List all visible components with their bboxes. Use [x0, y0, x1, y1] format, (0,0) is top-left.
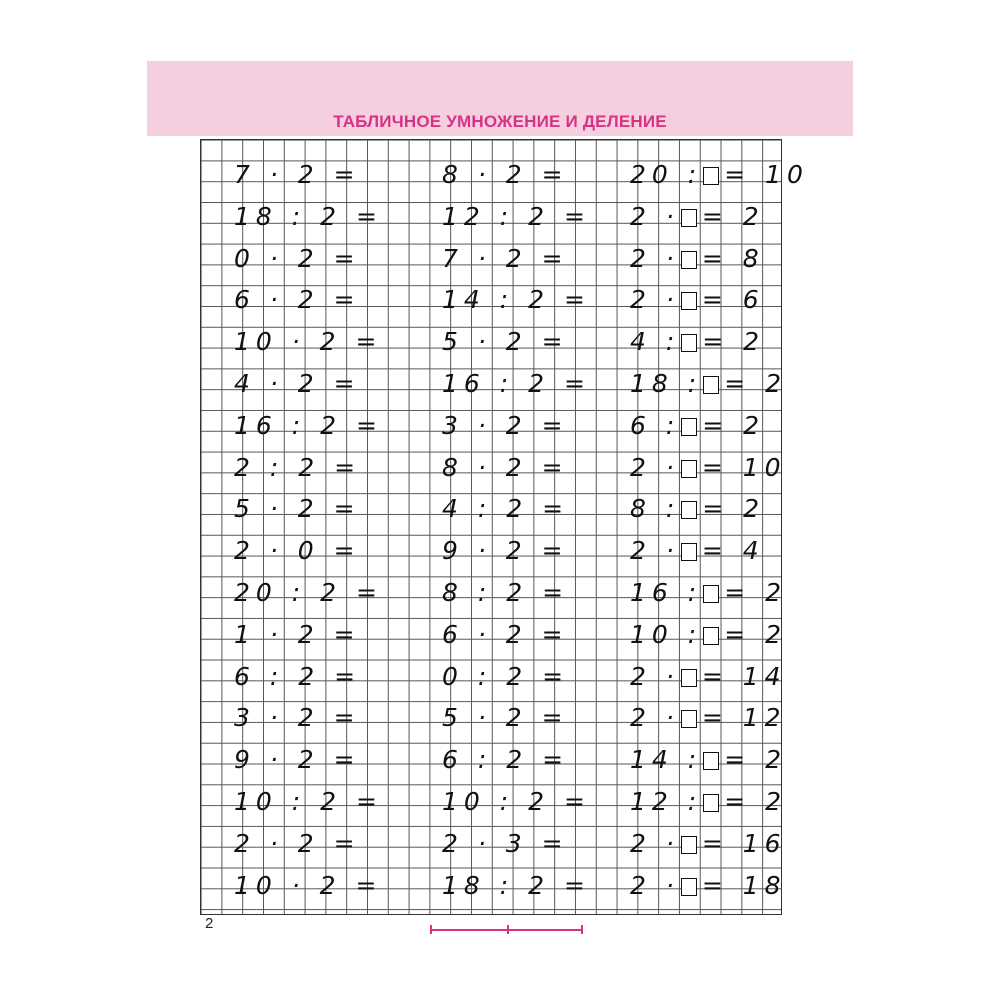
- exercise-right: = 2: [702, 494, 766, 524]
- column-3-exercise: [630, 620, 787, 650]
- exercise-right: = 14: [701, 661, 787, 691]
- exercise-text: 9 · 2 =: [442, 536, 569, 566]
- column-2-exercise: [442, 202, 591, 232]
- column-2-exercise: [442, 411, 569, 441]
- exercise-text: 4 · 2 =: [234, 369, 361, 398]
- exercise-right: = 18: [701, 870, 787, 900]
- answer-box[interactable]: [681, 418, 697, 436]
- exercise-text: 10 · 2 =: [234, 327, 383, 357]
- exercise-left: 4 :: [630, 327, 681, 357]
- exercise-text: 16 : 2 =: [442, 369, 591, 398]
- exercise-right: = 10: [701, 452, 787, 482]
- exercise-text: 2 : 2 =: [234, 452, 362, 482]
- exercise-left: 18 :: [630, 369, 703, 398]
- exercise-left: 2 ·: [630, 201, 680, 231]
- exercise-left: 6 :: [630, 410, 681, 440]
- answer-box[interactable]: [681, 460, 697, 478]
- exercise-text: 18 : 2 =: [442, 870, 591, 900]
- exercise-right: = 8: [701, 243, 765, 273]
- column-3-exercise: [630, 871, 787, 901]
- exercise-text: 7 · 2 =: [234, 160, 361, 189]
- column-2-exercise: [442, 244, 569, 274]
- column-3-exercise: [630, 244, 765, 274]
- exercise-left: 2 ·: [630, 661, 680, 691]
- column-3-exercise: [630, 829, 787, 859]
- answer-box[interactable]: [681, 209, 697, 227]
- footer-rule-tick-left: [430, 925, 432, 934]
- exercise-right: = 2: [724, 578, 787, 607]
- answer-box[interactable]: [681, 878, 697, 896]
- column-1-exercise: [234, 369, 361, 399]
- exercise-right: = 6: [701, 285, 765, 315]
- exercise-text: 12 : 2 =: [442, 201, 591, 231]
- column-3-exercise: [630, 327, 765, 357]
- column-2-exercise: [442, 703, 569, 733]
- exercise-left: 20 :: [630, 160, 703, 189]
- column-3-exercise: [630, 578, 787, 608]
- exercise-text: 5 · 2 =: [234, 494, 361, 524]
- exercise-text: 9 · 2 =: [234, 745, 361, 775]
- column-2-exercise: [442, 745, 569, 775]
- column-3-exercise: [630, 411, 765, 441]
- column-1-exercise: [234, 536, 361, 566]
- exercise-left: 12 :: [630, 787, 703, 816]
- column-1-exercise: [234, 829, 361, 859]
- column-1-exercise: [234, 871, 382, 901]
- column-2-exercise: [442, 620, 569, 650]
- column-1-exercise: [234, 327, 382, 357]
- column-2-exercise: [442, 453, 569, 483]
- exercise-left: 2 ·: [630, 536, 680, 566]
- exercise-text: 6 · 2 =: [234, 285, 361, 315]
- exercise-text: 2 · 2 =: [234, 828, 361, 858]
- column-1-exercise: [234, 787, 383, 817]
- column-2-exercise: [442, 160, 569, 190]
- column-2-exercise: [442, 829, 569, 859]
- exercise-left: 2 ·: [630, 285, 680, 315]
- exercise-text: 16 : 2 =: [234, 410, 383, 440]
- column-1-exercise: [234, 244, 361, 274]
- exercise-text: 3 · 2 =: [442, 410, 569, 440]
- answer-box[interactable]: [681, 669, 697, 687]
- answer-box[interactable]: [681, 334, 697, 352]
- column-3-exercise: [630, 745, 787, 775]
- exercise-right: = 12: [701, 703, 787, 733]
- footer-rule-tick-middle: [507, 925, 509, 934]
- page-number: 2: [205, 915, 214, 932]
- exercise-right: = 2: [701, 201, 765, 231]
- exercise-text: 6 : 2 =: [442, 745, 570, 775]
- exercise-text: 3 · 2 =: [234, 703, 361, 733]
- column-2-exercise: [442, 787, 591, 817]
- exercise-right: = 2: [724, 619, 787, 649]
- column-3-exercise: [630, 202, 765, 232]
- exercise-text: 10 : 2 =: [442, 787, 591, 816]
- answer-box[interactable]: [703, 627, 719, 645]
- column-1-exercise: [234, 160, 361, 190]
- column-3-exercise: [630, 703, 787, 733]
- exercise-left: 10 :: [630, 619, 703, 649]
- exercise-text: 8 · 2 =: [442, 452, 569, 482]
- exercise-right: = 2: [724, 745, 787, 775]
- exercise-text: 4 : 2 =: [442, 494, 570, 524]
- exercise-text: 10 · 2 =: [234, 870, 383, 900]
- column-1-exercise: [234, 411, 383, 441]
- column-1-exercise: [234, 745, 361, 775]
- column-3-exercise: [630, 494, 765, 524]
- exercise-left: 2 ·: [630, 870, 680, 900]
- column-2-exercise: [442, 871, 591, 901]
- column-2-exercise: [442, 327, 569, 357]
- footer-rule: [430, 929, 582, 931]
- column-3-exercise: [630, 453, 787, 483]
- column-1-exercise: [234, 285, 361, 315]
- exercise-right: = 2: [724, 369, 787, 398]
- column-1-exercise: [234, 578, 383, 608]
- column-2-exercise: [442, 285, 591, 315]
- column-1-exercise: [234, 620, 361, 650]
- exercise-text: 2 · 0 =: [234, 536, 361, 566]
- exercise-right: = 2: [702, 327, 766, 357]
- column-3-exercise: [630, 536, 765, 566]
- column-1-exercise: [234, 202, 383, 232]
- answer-box[interactable]: [703, 585, 719, 603]
- column-1-exercise: [234, 662, 361, 692]
- exercise-text: 8 : 2 =: [442, 578, 570, 607]
- exercise-right: = 4: [701, 536, 765, 566]
- column-2-exercise: [442, 662, 569, 692]
- exercise-text: 6 · 2 =: [442, 619, 569, 649]
- footer-rule-tick-right: [581, 925, 583, 934]
- answer-box[interactable]: [681, 836, 697, 854]
- answer-box[interactable]: [703, 794, 719, 812]
- column-3-exercise: [630, 160, 809, 190]
- answer-box[interactable]: [681, 710, 697, 728]
- exercise-left: 16 :: [630, 578, 703, 607]
- exercise-text: 14 : 2 =: [442, 285, 591, 315]
- column-2-exercise: [442, 369, 591, 399]
- exercise-text: 7 · 2 =: [442, 243, 569, 273]
- answer-box[interactable]: [703, 376, 719, 394]
- exercise-text: 0 : 2 =: [442, 661, 570, 691]
- exercise-text: 8 · 2 =: [442, 160, 569, 189]
- page-title: ТАБЛИЧНОЕ УМНОЖЕНИЕ И ДЕЛЕНИЕ: [333, 112, 667, 131]
- exercise-left: 14 :: [630, 745, 703, 775]
- exercise-text: 2 · 3 =: [442, 828, 569, 858]
- answer-box[interactable]: [703, 167, 719, 185]
- exercise-text: 5 · 2 =: [442, 703, 569, 733]
- column-3-exercise: [630, 285, 765, 315]
- column-1-exercise: [234, 453, 361, 483]
- answer-box[interactable]: [681, 543, 697, 561]
- exercise-text: 20 : 2 =: [234, 578, 383, 607]
- exercise-text: 18 : 2 =: [234, 201, 383, 231]
- exercise-left: 2 ·: [630, 703, 680, 733]
- column-3-exercise: [630, 662, 787, 692]
- exercise-text: 1 · 2 =: [234, 619, 361, 649]
- column-2-exercise: [442, 494, 569, 524]
- column-1-exercise: [234, 494, 361, 524]
- exercise-right: = 2: [702, 410, 766, 440]
- exercise-right: = 16: [701, 828, 787, 858]
- column-1-exercise: [234, 703, 361, 733]
- exercise-text: 5 · 2 =: [442, 327, 569, 357]
- column-3-exercise: [630, 369, 787, 399]
- exercise-right: = 10: [724, 160, 809, 189]
- exercise-text: 0 · 2 =: [234, 243, 361, 273]
- column-2-exercise: [442, 578, 569, 608]
- exercise-left: 2 ·: [630, 243, 680, 273]
- exercise-text: 6 : 2 =: [234, 661, 362, 691]
- exercise-left: 2 ·: [630, 828, 680, 858]
- column-2-exercise: [442, 536, 569, 566]
- answer-box[interactable]: [681, 251, 697, 269]
- column-3-exercise: [630, 787, 787, 817]
- exercise-left: 8 :: [630, 494, 681, 524]
- exercise-right: = 2: [724, 787, 787, 816]
- exercise-left: 2 ·: [630, 452, 680, 482]
- answer-box[interactable]: [681, 501, 697, 519]
- exercise-text: 10 : 2 =: [234, 787, 383, 816]
- answer-box[interactable]: [681, 292, 697, 310]
- answer-box[interactable]: [703, 752, 719, 770]
